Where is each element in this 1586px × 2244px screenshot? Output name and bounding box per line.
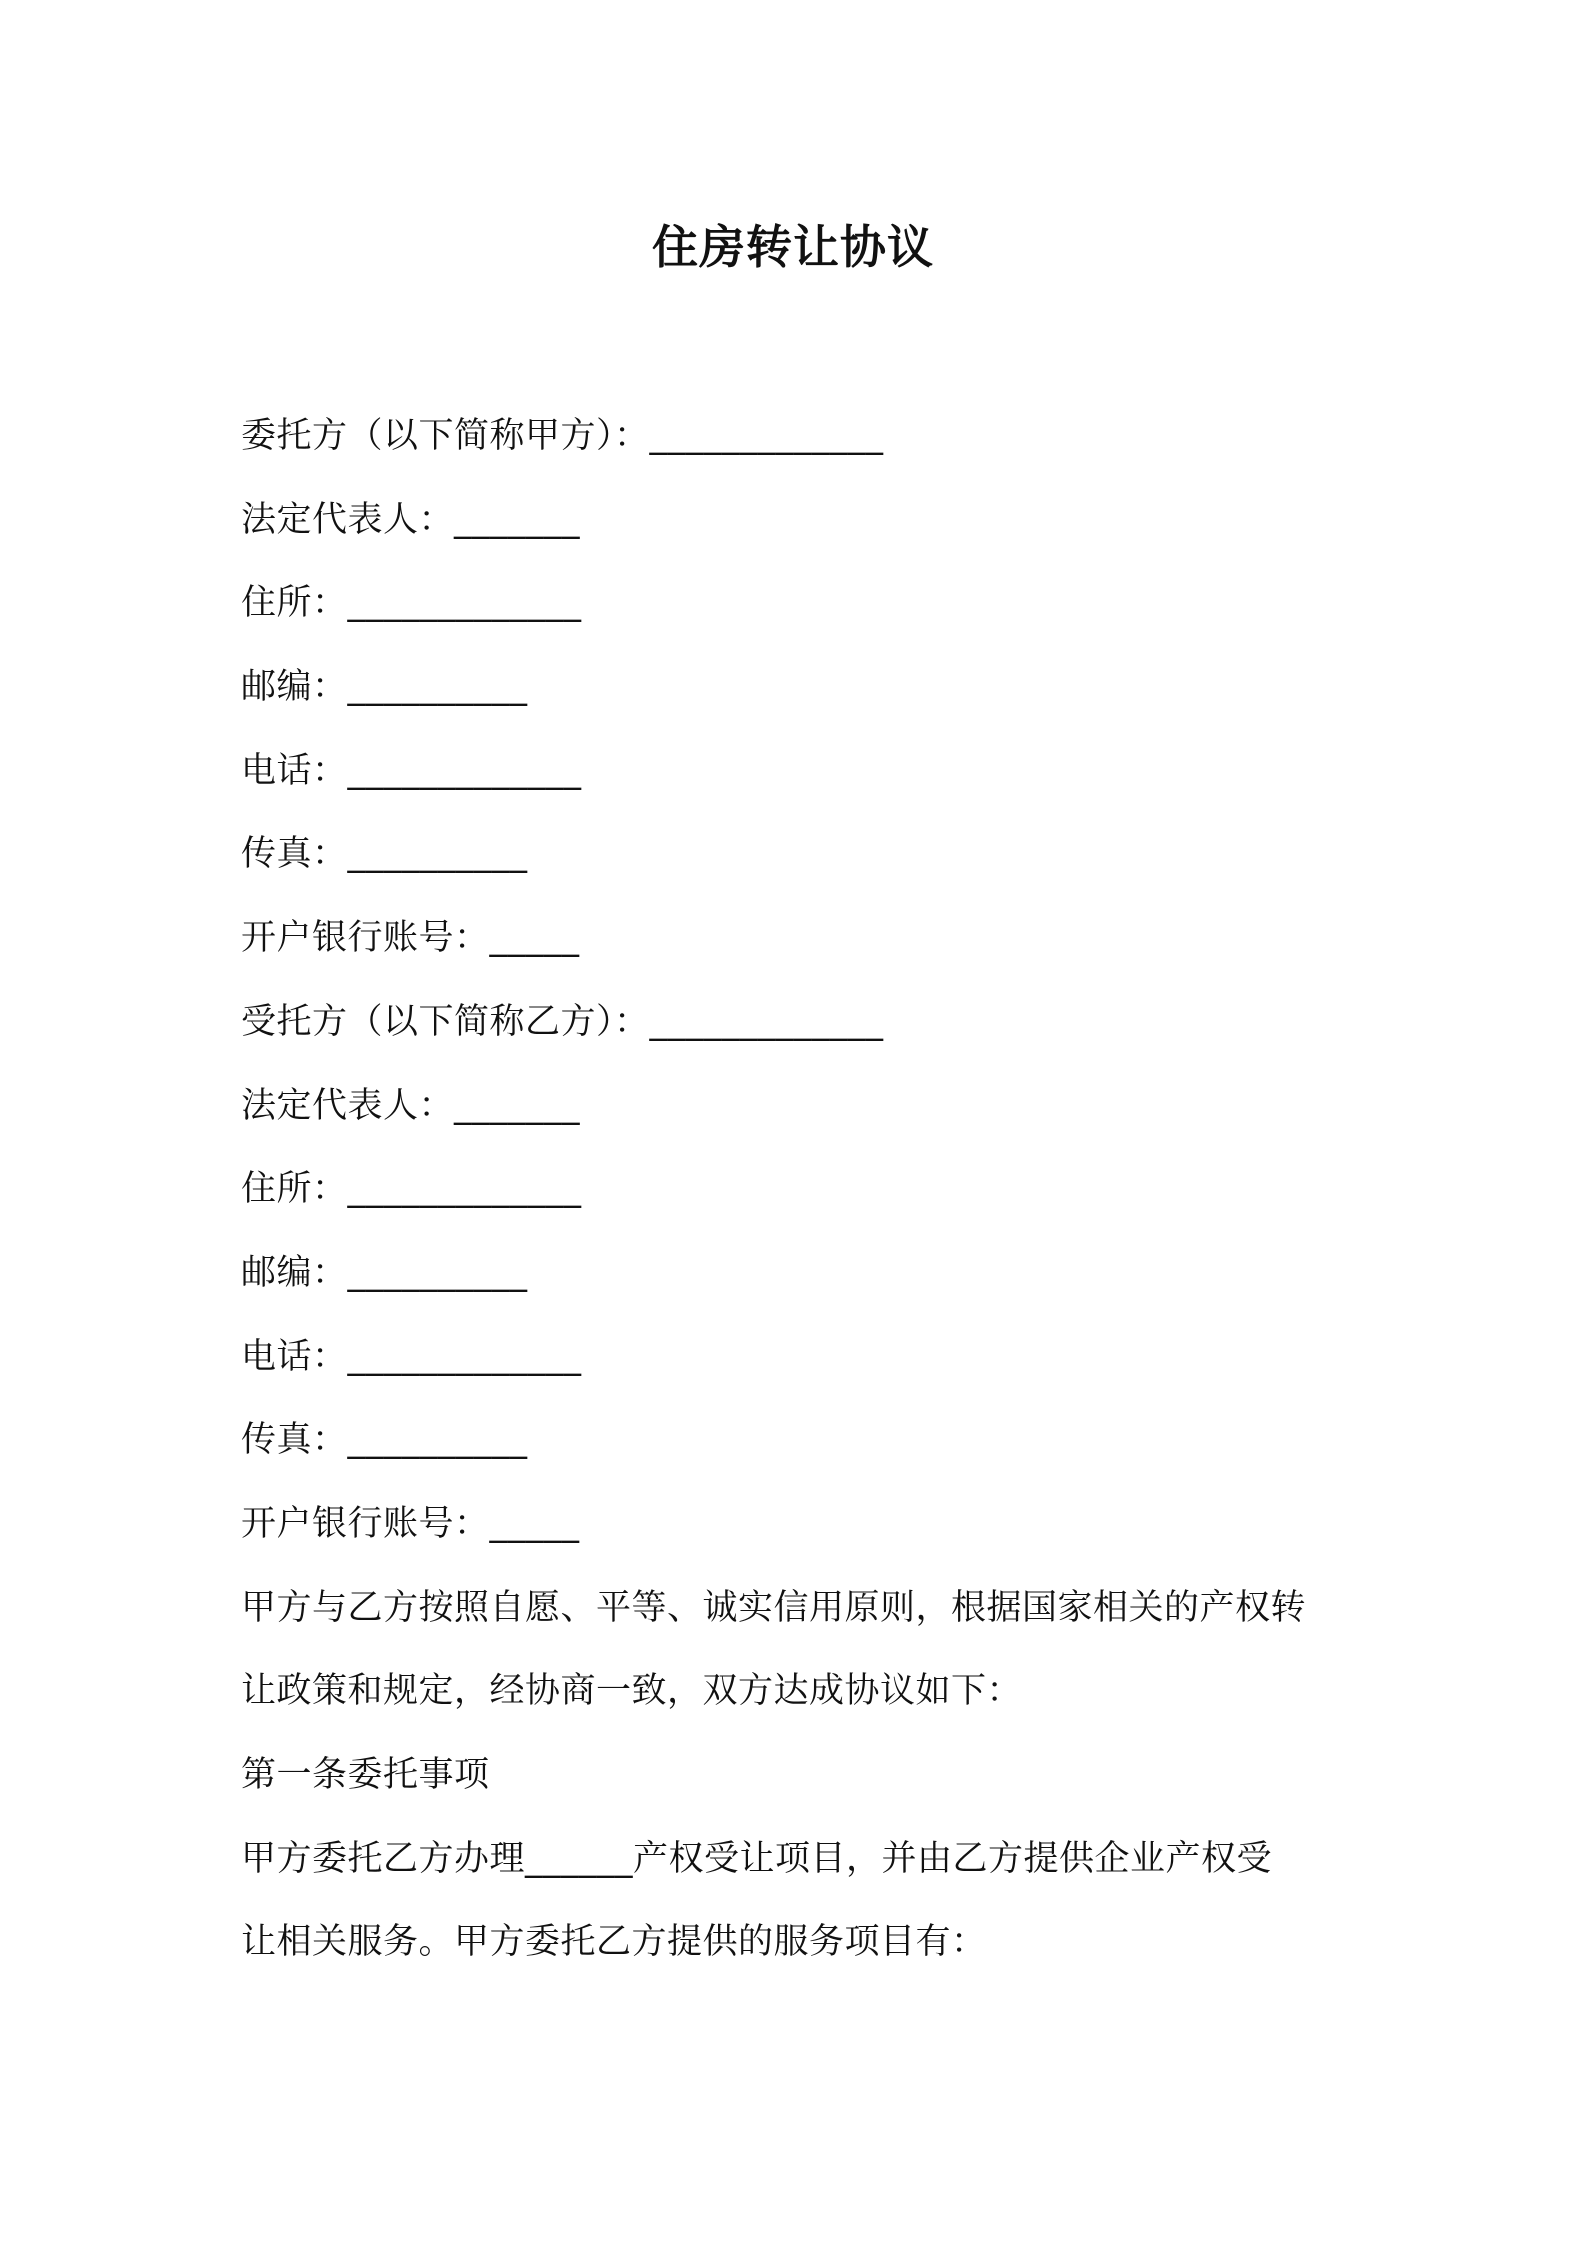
principal-phone-field: 电话：_____________	[241, 750, 582, 791]
principal-bank-account-field: 开户银行账号：_____	[241, 918, 580, 959]
agent-address-field: 住所：_____________	[241, 1169, 582, 1210]
agreement-paragraph-line: 甲方与乙方按照自愿、平等、诚实信用原则，根据国家相关的产权转	[241, 1587, 1307, 1628]
agent-postcode-field: 邮编：__________	[241, 1252, 528, 1293]
agent-bank-account-field: 开户银行账号：_____	[241, 1503, 580, 1544]
principal-address-field: 住所：_____________	[241, 583, 582, 624]
agent-legal-rep-field: 法定代表人：_______	[241, 1085, 581, 1126]
agreement-paragraph-line: 让政策和规定，经协商一致，双方达成协议如下：	[241, 1671, 1023, 1712]
principal-postcode-field: 邮编：__________	[241, 667, 528, 708]
article-one-paragraph-line: 让相关服务。甲方委托乙方提供的服务项目有：	[241, 1922, 987, 1963]
agent-field: 受托方（以下简称乙方）：_____________	[241, 1001, 884, 1042]
agent-fax-field: 传真：__________	[241, 1420, 528, 1461]
principal-field: 委托方（以下简称甲方）：_____________	[241, 416, 884, 456]
article-one-paragraph-line: 甲方委托乙方办理______产权受让项目，并由乙方提供企业产权受	[241, 1838, 1273, 1879]
document-title: 住房转让协议	[652, 220, 934, 274]
principal-legal-rep-field: 法定代表人：_______	[241, 499, 581, 540]
article-one-heading: 第一条委托事项	[241, 1755, 490, 1795]
principal-fax-field: 传真：__________	[241, 834, 528, 875]
document-body	[241, 406, 1371, 1996]
agent-phone-field: 电话：_____________	[241, 1336, 582, 1377]
